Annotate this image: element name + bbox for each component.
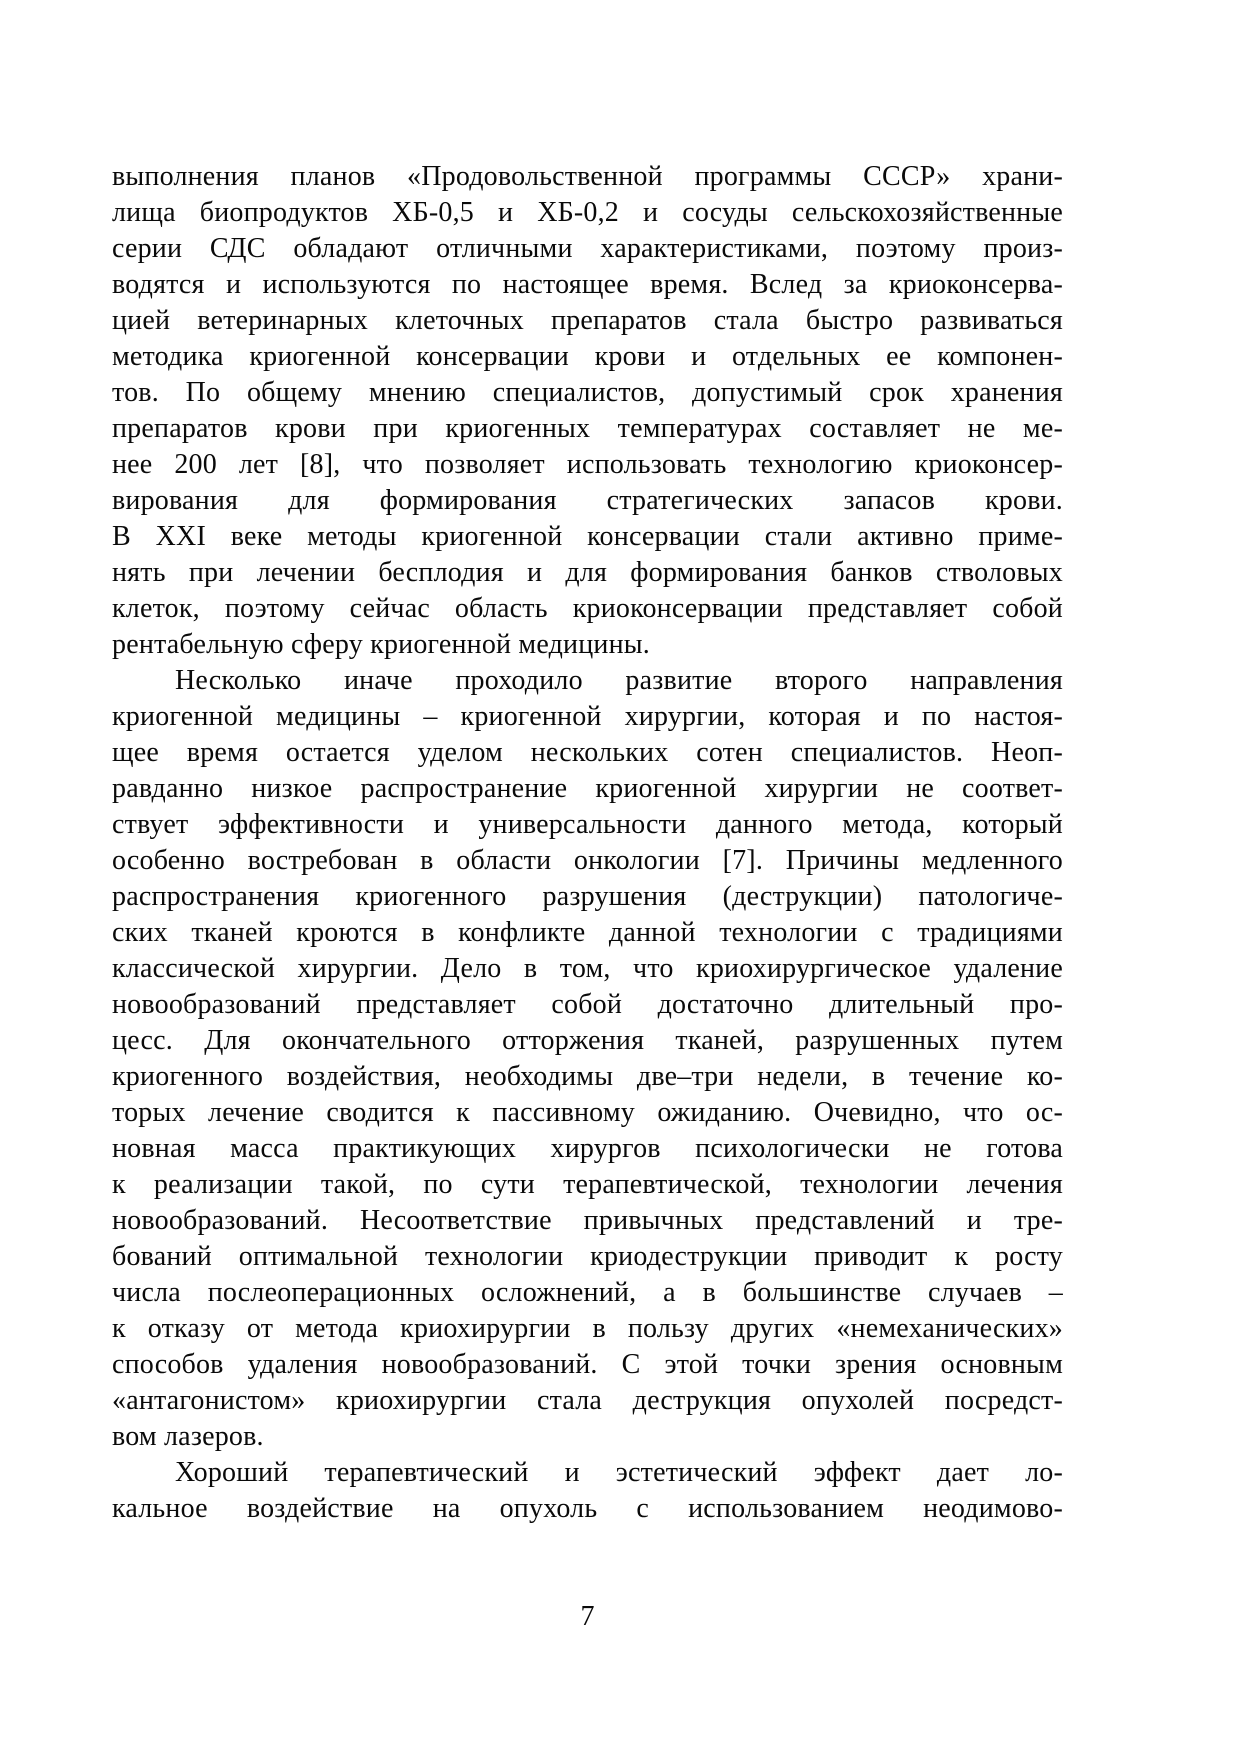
text-line: выполнения планов «Продовольственной программы СССР» храни-: [112, 161, 1063, 192]
text-line: вом лазеров.: [112, 1421, 264, 1452]
text-line: цией ветеринарных клеточных препаратов стала быстро развиваться: [112, 305, 1063, 336]
text-line: тов. По общему мнению специалистов, допустимый срок хранения: [112, 377, 1063, 408]
text-line: серии СДС обладают отличными характеристиками, поэтому произ-: [112, 233, 1063, 264]
text-line: лища биопродуктов ХБ-0,5 и ХБ-0,2 и сосуды сельскохозяйственные: [112, 197, 1063, 228]
text-line: нее 200 лет [8], что позволяет использовать технологию криоконсер-: [112, 449, 1063, 480]
text-line: водятся и используются по настоящее время. Вслед за криоконсерва-: [112, 269, 1063, 300]
text-line: Хороший терапевтический и эстетический эффект дает ло-: [175, 1457, 1063, 1488]
text-line: ских тканей кроются в конфликте данной технологии с традициями: [112, 917, 1063, 948]
text-line: равданно низкое распространение криогенной хирургии не соответ-: [112, 773, 1063, 804]
page-text: [112, 159, 1063, 1527]
text-line: особенно востребован в области онкологии [7]. Причины медленного: [112, 845, 1063, 876]
text-line: к отказу от метода криохирургии в пользу других «немеханических»: [112, 1313, 1063, 1344]
text-line: способов удаления новообразований. С этой точки зрения основным: [112, 1349, 1063, 1380]
text-line: классической хирургии. Дело в том, что криохирургическое удаление: [112, 953, 1063, 984]
text-line: новообразований представляет собой достаточно длительный про-: [112, 989, 1063, 1020]
text-line: ствует эффективности и универсальности данного метода, который: [112, 809, 1063, 840]
text-line: криогенного воздействия, необходимы две–три недели, в течение ко-: [112, 1061, 1063, 1092]
text-line: цесс. Для окончательного отторжения тканей, разрушенных путем: [112, 1025, 1063, 1056]
text-line: Несколько иначе проходило развитие второго направления: [175, 665, 1063, 696]
text-line: В XXI веке методы криогенной консервации стали активно приме-: [112, 521, 1063, 552]
text-line: рентабельную сферу криогенной медицины.: [112, 629, 650, 660]
text-line: методика криогенной консервации крови и отдельных ее компонен-: [112, 341, 1063, 372]
text-line: числа послеоперационных осложнений, а в большинстве случаев –: [112, 1277, 1063, 1308]
text-line: новная масса практикующих хирургов психологически не готова: [112, 1133, 1063, 1164]
text-line: новообразований. Несоответствие привычных представлений и тре-: [112, 1205, 1063, 1236]
text-line: клеток, поэтому сейчас область криоконсервации представляет собой: [112, 593, 1063, 624]
text-line: «антагонистом» криохирургии стала деструкция опухолей посредст-: [112, 1385, 1063, 1416]
text-line: бований оптимальной технологии криодеструкции приводит к росту: [112, 1241, 1063, 1272]
text-line: торых лечение сводится к пассивному ожиданию. Очевидно, что ос-: [112, 1097, 1063, 1128]
text-line: вирования для формирования стратегических запасов крови.: [112, 485, 1063, 516]
page-number: 7: [580, 1601, 595, 1632]
text-line: кальное воздействие на опухоль с использованием неодимово-: [112, 1493, 1063, 1524]
text-line: препаратов крови при криогенных температурах составляет не ме-: [112, 413, 1063, 444]
text-line: криогенной медицины – криогенной хирургии, которая и по настоя-: [112, 701, 1063, 732]
text-line: щее время остается уделом нескольких сотен специалистов. Неоп-: [112, 737, 1063, 768]
text-line: нять при лечении бесплодия и для формирования банков стволовых: [112, 557, 1063, 588]
text-line: к реализации такой, по сути терапевтической, технологии лечения: [112, 1169, 1063, 1200]
text-line: распространения криогенного разрушения (деструкции) патологиче-: [112, 881, 1063, 912]
